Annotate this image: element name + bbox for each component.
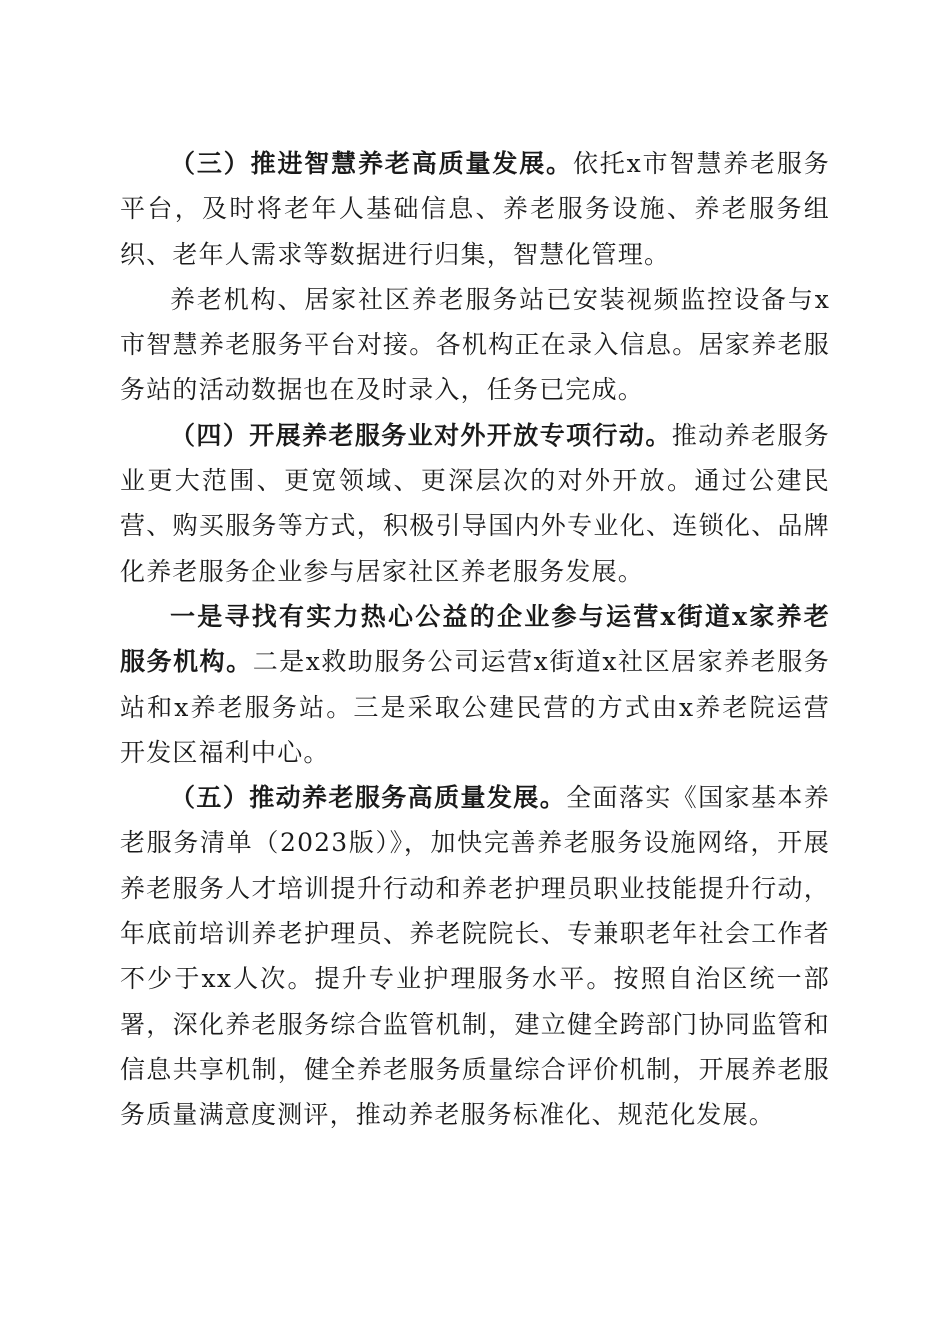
item-heading: 一是寻找有实力热心公益的企业参与运营x街道x家养老服务机构。 (120, 601, 830, 677)
paragraph-3 (120, 141, 830, 277)
section-heading: （五）推动养老服务高质量发展。 (170, 783, 567, 813)
section-heading: （四）开展养老服务业对外开放专项行动。 (170, 420, 672, 450)
paragraph-3-detail (120, 277, 830, 413)
document-body (120, 141, 830, 1138)
paragraph-4-detail (120, 594, 830, 775)
paragraph-text: 二是x救助服务公司运营x街道x社区居家养老服务站和x养老服务站。三是采取公建民营的方式由x养老院运营开发区福利中心。 (120, 647, 830, 767)
section-heading: （三）推进智慧养老高质量发展。 (170, 149, 573, 178)
paragraph-4 (120, 413, 830, 594)
paragraph-5 (120, 775, 830, 1137)
paragraph-text: 养老机构、居家社区养老服务站已安装视频监控设备与x市智慧养老服务平台对接。各机构正在录入信息。居家养老服务站的活动数据也在及时录入，任务已完成。 (120, 284, 830, 405)
paragraph-text: 全面落实《国家基本养老服务清单（2023版）》，加快完善养老服务设施网络，开展养老服务人才培训提升行动和养老护理员职业技能提升行动，年底前培训养老护理员、养老院院长、专兼职老年社会工作者不少于xx人次。提升专业护理服务水平。按照自治区统一部署，深化养老服务综合监管机制，建立健全跨部门协同监管和信息共享机制，健全养老服务质量综合评价机制，开展养老服务质量满意度测评，推动养老服务标准化、规范化发展。 (120, 783, 830, 1130)
paragraph-text: 依托x市智慧养老服务平台，及时将老年人基础信息、养老服务设施、养老服务组织、老年人需求等数据进行归集，智慧化管理。 (120, 149, 830, 269)
paragraph-text: 推动养老服务业更大范围、更宽领域、更深层次的对外开放。通过公建民营、购买服务等方式，积极引导国内外专业化、连锁化、品牌化养老服务企业参与居家社区养老服务发展。 (120, 420, 830, 586)
